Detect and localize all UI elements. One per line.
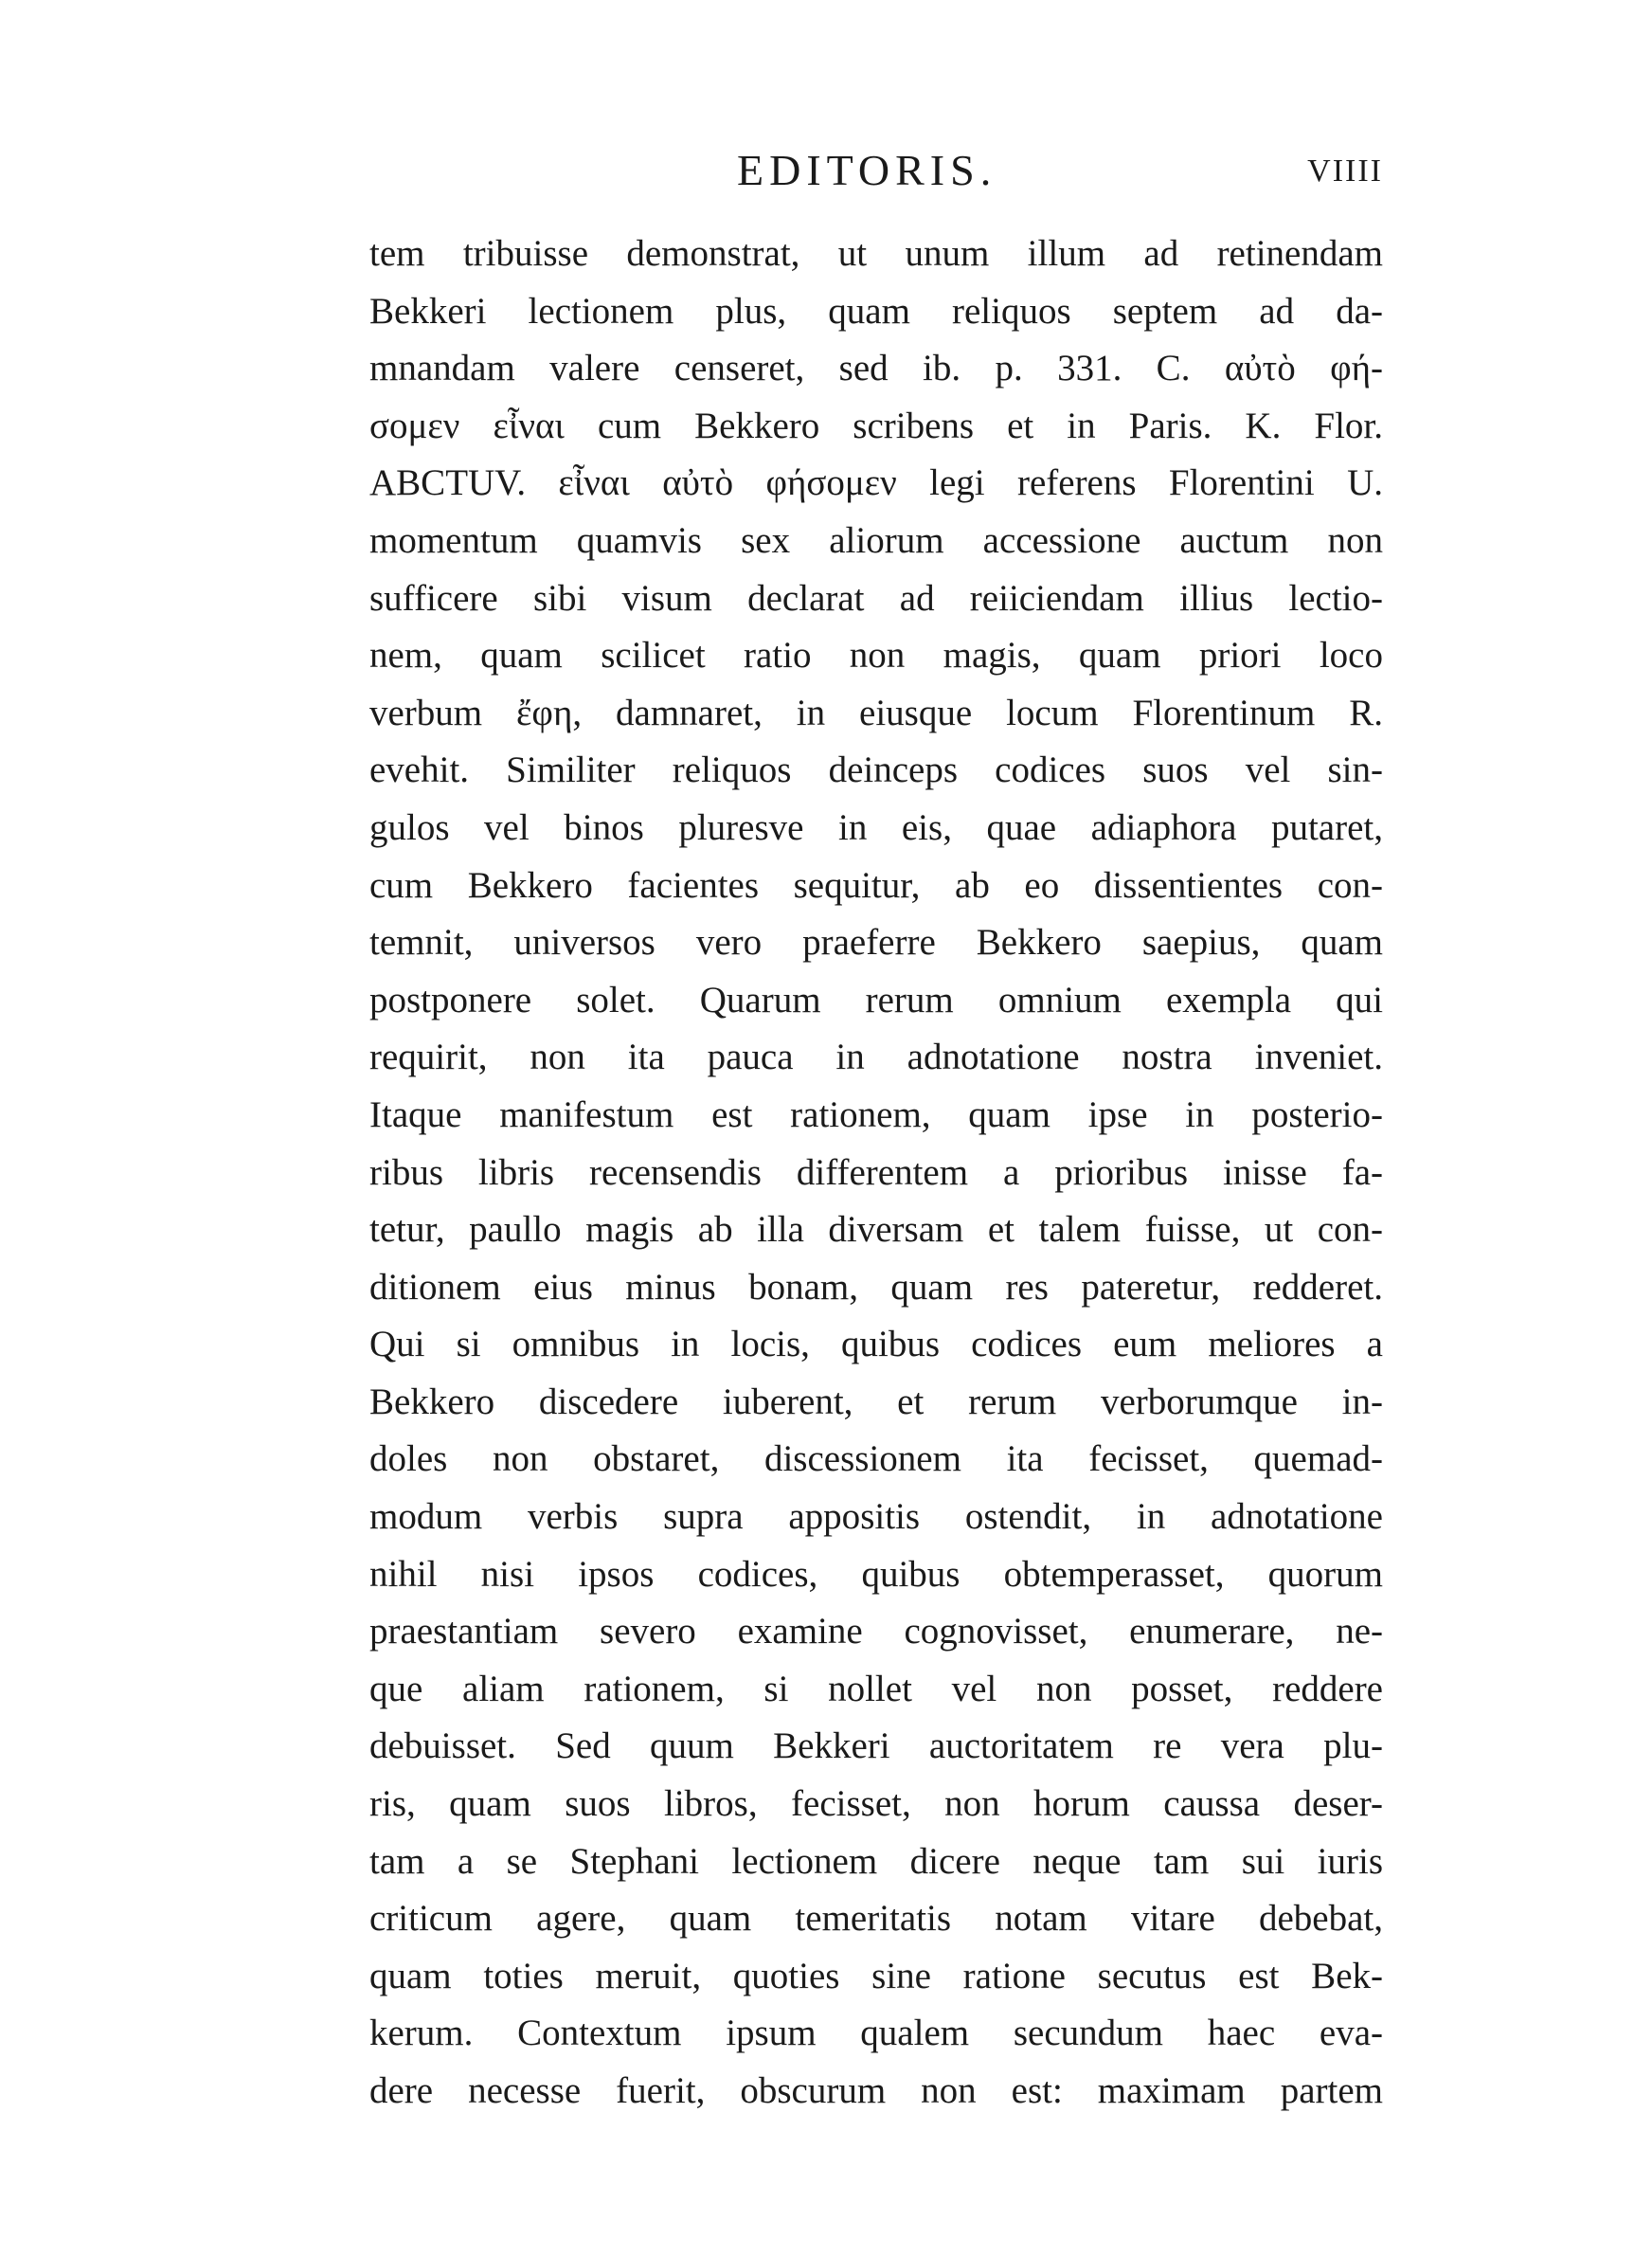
body-text: [369, 226, 1383, 2121]
text-line: Bekkero discedere iuberent, et rerum verborumque in-: [369, 1381, 1383, 1422]
text-line: doles non obstaret, discessionem ita fecisset, quemad-: [369, 1438, 1383, 1480]
text-line: nem, quam scilicet ratio non magis, quam priori loco: [369, 635, 1383, 677]
text-line: ris, quam suos libros, fecisset, non horum caussa deser-: [369, 1783, 1383, 1825]
text-line: modum verbis supra appositis ostendit, in adnotatione: [369, 1496, 1383, 1538]
text-line: ditionem eius minus bonam, quam res pateretur, redderet.: [369, 1266, 1383, 1308]
text-line: nihil nisi ipsos codices, quibus obtemperasset, quorum: [369, 1553, 1383, 1595]
text-line: ABCTUV. εἶναι αὐτὸ φήσομεν legi referens Florentini U.: [369, 462, 1383, 504]
text-line: tam a se Stephani lectionem dicere neque tam sui iuris: [369, 1840, 1383, 1882]
text-line: quam toties meruit, quoties sine ratione secutus est Bek-: [369, 1955, 1383, 1996]
text-line: ribus libris recensendis differentem a prioribus inisse fa-: [369, 1151, 1383, 1193]
text-line: que aliam rationem, si nollet vel non posset, reddere: [369, 1668, 1383, 1709]
text-line: mnandam valere censeret, sed ib. p. 331. C. αὐτὸ φή-: [369, 348, 1383, 389]
text-line: praestantiam severo examine cognovisset, enumerare, ne-: [369, 1611, 1383, 1652]
text-line: cum Bekkero facientes sequitur, ab eo dissentientes con-: [369, 864, 1383, 906]
text-line: gulos vel binos pluresve in eis, quae adiaphora putaret,: [369, 806, 1383, 848]
text-line: postponere solet. Quarum rerum omnium exempla qui: [369, 979, 1383, 1020]
text-line: verbum ἔφη, damnaret, in eiusque locum Florentinum R.: [369, 692, 1383, 733]
text-line: temnit, universos vero praeferre Bekkero saepius, quam: [369, 922, 1383, 964]
text-line: criticum agere, quam temeritatis notam vitare debebat,: [369, 1898, 1383, 1940]
text-line: momentum quamvis sex aliorum accessione auctum non: [369, 519, 1383, 561]
running-title: EDITORIS.: [737, 146, 997, 194]
text-line: debuisset. Sed quum Bekkeri auctoritatem re vera plu-: [369, 1725, 1383, 1767]
text-line: Bekkeri lectionem plus, quam reliquos septem ad da-: [369, 290, 1383, 332]
text-line: tem tribuisse demonstrat, ut unum illum ad retinendam: [369, 233, 1383, 274]
text-line: tetur, paullo magis ab illa diversam et talem fuisse, ut con-: [369, 1209, 1383, 1251]
text-line: requirit, non ita pauca in adnotatione nostra inveniet.: [369, 1037, 1383, 1078]
text-line: Qui si omnibus in locis, quibus codices eum meliores a: [369, 1324, 1383, 1365]
text-line: σομεν εἶναι cum Bekkero scribens et in Paris. K. Flor.: [369, 405, 1383, 446]
running-header: [369, 142, 1383, 208]
text-line: sufficere sibi visum declarat ad reiiciendam illius lectio-: [369, 577, 1383, 619]
text-line: evehit. Similiter reliquos deinceps codices suos vel sin-: [369, 749, 1383, 791]
text-line: kerum. Contextum ipsum qualem secundum haec eva-: [369, 2013, 1383, 2054]
text-line: Itaque manifestum est rationem, quam ipse in posterio-: [369, 1093, 1383, 1135]
text-line: dere necesse fuerit, obscurum non est: maximam partem: [369, 2070, 1383, 2111]
page-number: VIIII: [1307, 153, 1383, 189]
